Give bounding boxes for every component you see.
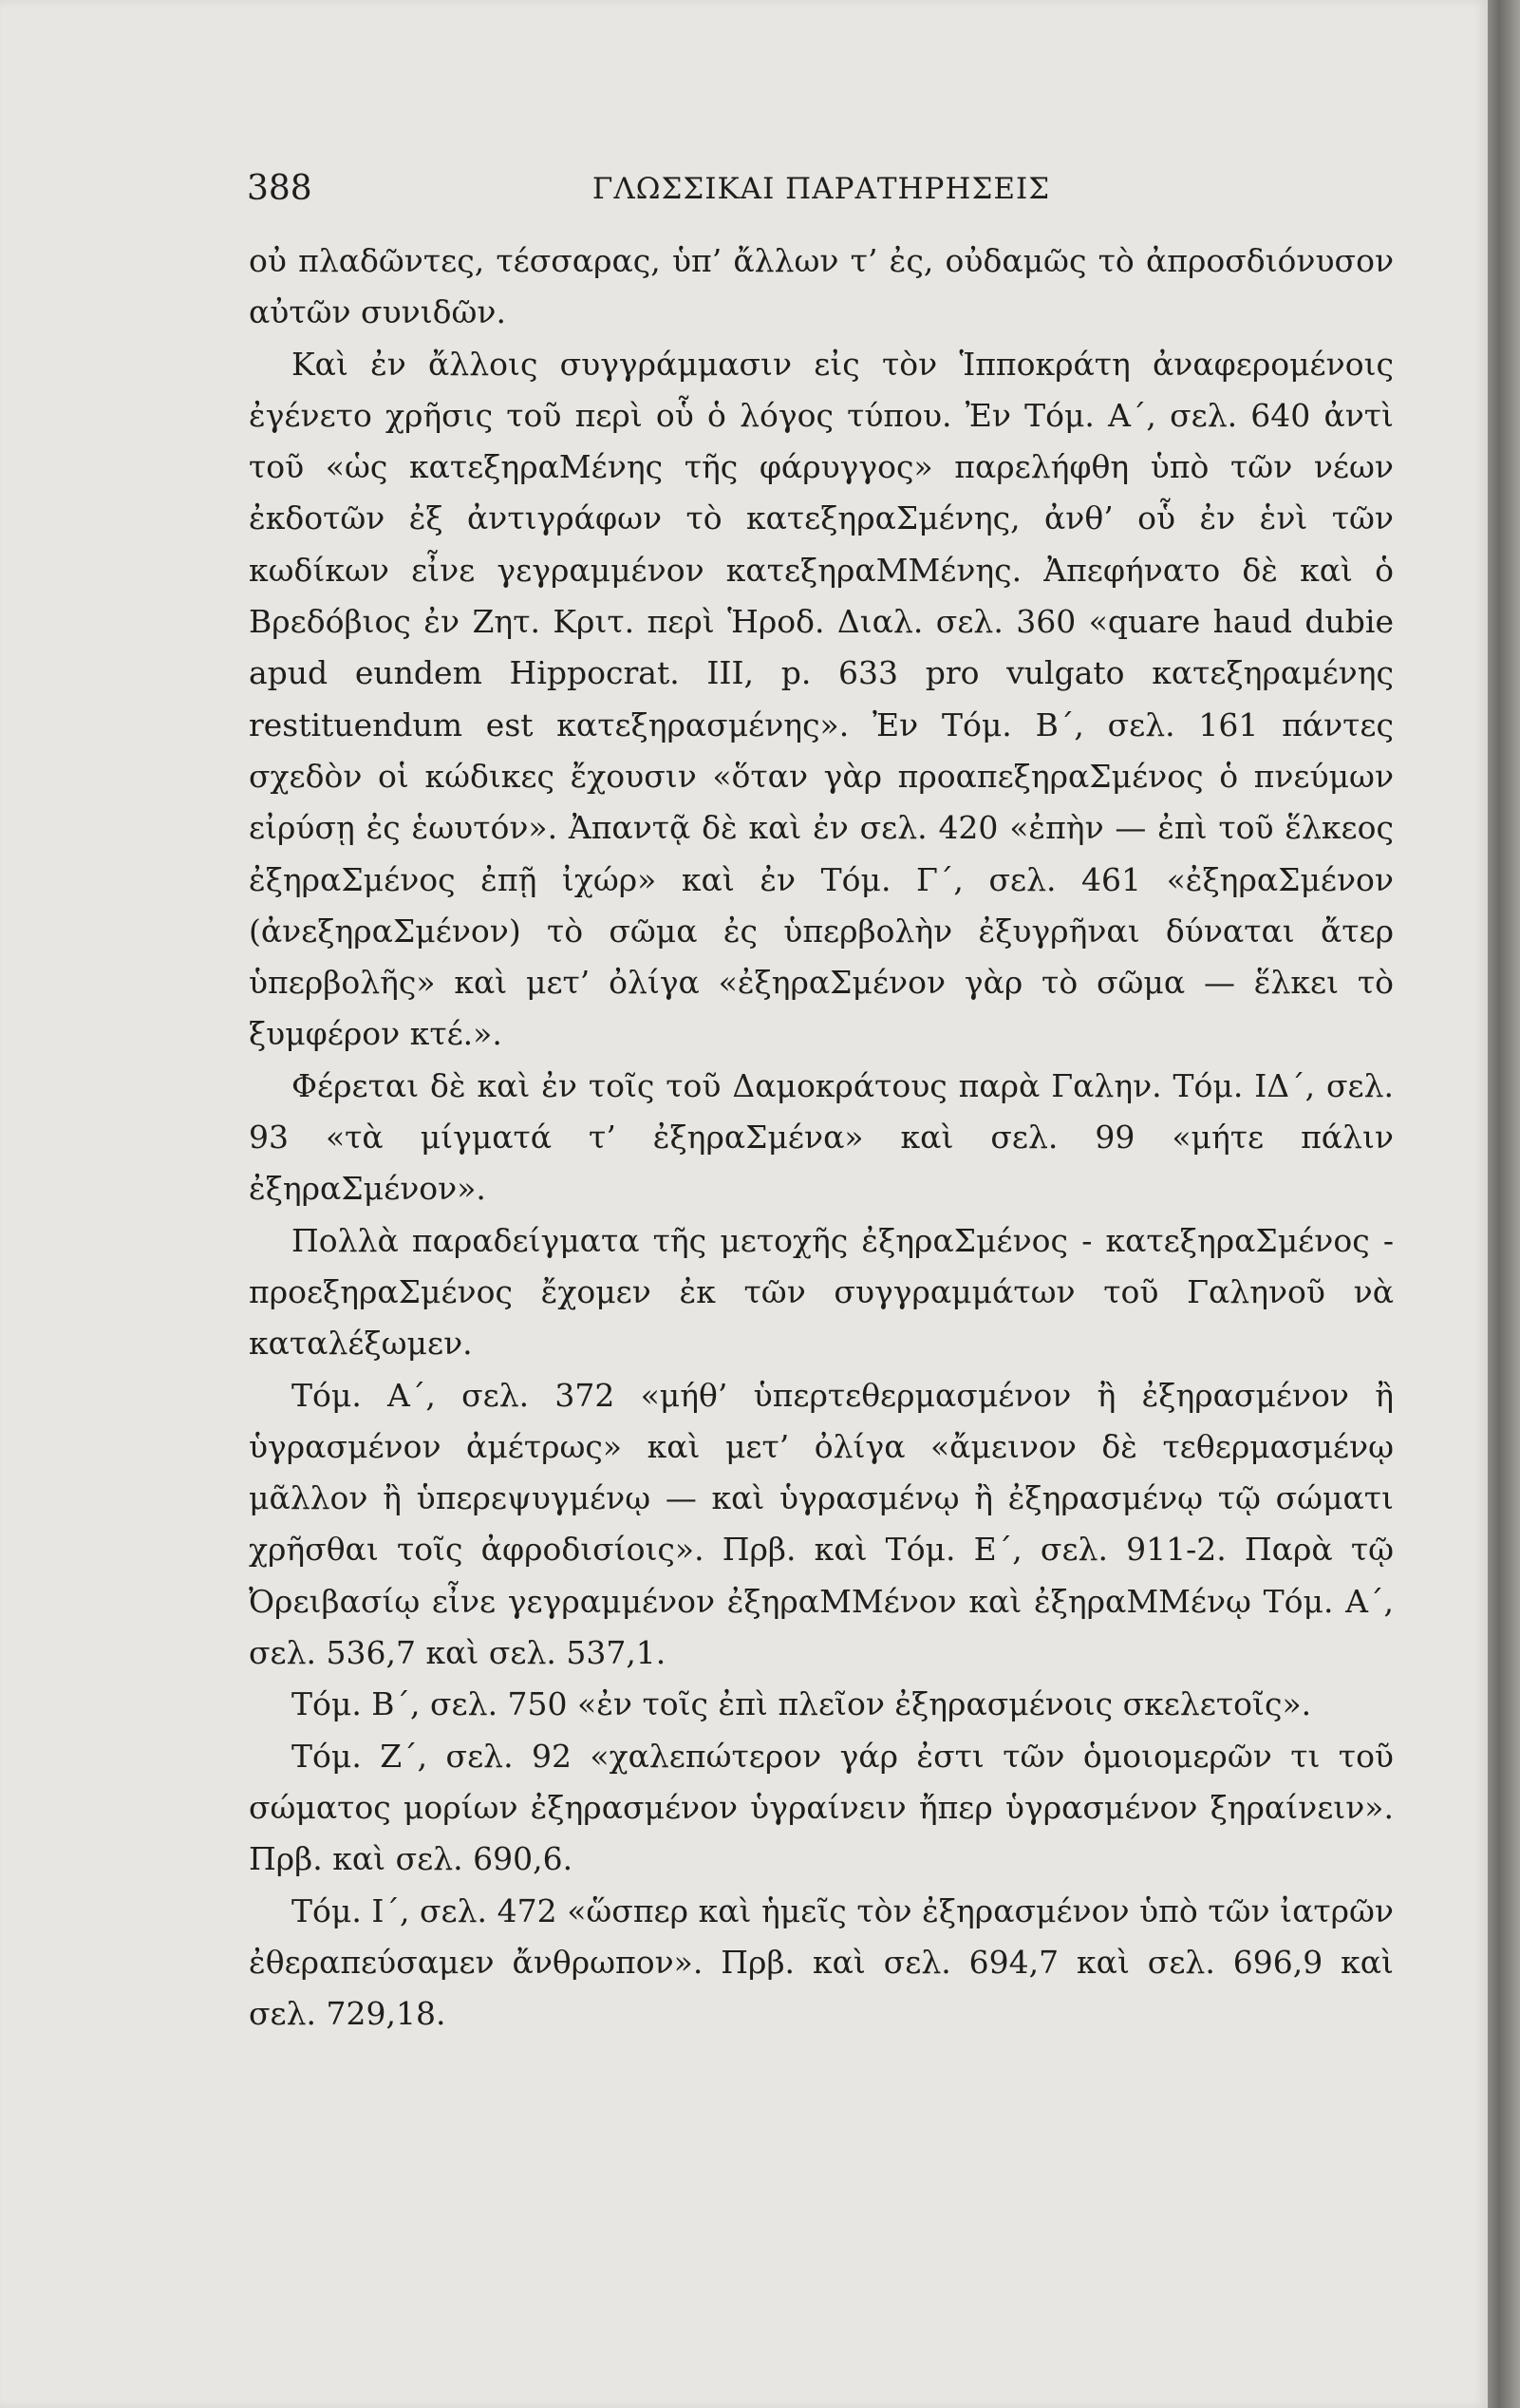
paragraph-6: Τόμ. Β΄, σελ. 750 «ἐν τοῖς ἐπὶ πλεῖον ἐξηρασμένοις σκελετοῖς». bbox=[291, 1685, 1312, 1723]
body-text bbox=[249, 235, 1394, 2040]
book-spine-edge bbox=[1488, 0, 1520, 2408]
paragraph-2: Καὶ ἐν ἄλλοις συγγράμμασιν εἰς τὸν Ἱπποκράτη ἀναφερομένοις ἐγένετο χρῆσις τοῦ περὶ οὗ ὁ λόγος τύπου. Ἐν Τόμ. Α΄, σελ. 640 ἀντὶ τοῦ «ὡς κατεξηραΜένης τῆς φάρυγγος» παρελήφθη ὑπὸ τῶν νέων ἐκδοτῶν ἐξ ἀντιγράφων τὸ κατεξηραΣμένης, ἀνθ’ οὗ ἐν ἑνὶ τῶν κωδίκων εἶνε γεγραμμένον κατεξηραΜΜένης. Ἀπεφήνατο δὲ καὶ ὁ Βρεδόβιος ἐν Ζητ. Κριτ. περὶ Ἡροδ. Διαλ. σελ. 360 «quare haud dubie apud eundem Hippocrat. III, p. 633 pro vulgato κατεξηραμένης restituendum est κατεξηρασμένης». Ἐν Τόμ. Β΄, σελ. 161 πάντες σχεδὸν οἱ κώδικες ἔχουσιν «ὅταν γὰρ προαπεξηραΣμένος ὁ πνεύμων εἰρύσῃ ἐς ἑωυτόν». Ἀπαντᾷ δὲ καὶ ἐν σελ. 420 «ἐπὴν — ἐπὶ τοῦ ἕλκεος ἐξηραΣμένος ἐπῇ ἰχώρ» καὶ ἐν Τόμ. Γ΄, σελ. 461 «ἐξηραΣμένον (ἀνεξηραΣμένον) τὸ σῶμα ἐς ὑπερβολὴν ἐξυγρῆναι δύναται ἄτερ ὑπερβολῆς» καὶ μετ’ ὀλίγα «ἐξηραΣμένον γὰρ τὸ σῶμα — ἕλκει τὸ ξυμφέρον κτέ.». bbox=[249, 345, 1394, 1053]
paragraph-4: Πολλὰ παραδείγματα τῆς μετοχῆς ἐξηραΣμένος - κατεξηραΣμένος - προεξηραΣμένος ἔχομεν ἐκ τῶν συγγραμμάτων τοῦ Γαληνοῦ νὰ καταλέξωμεν. bbox=[249, 1221, 1394, 1363]
paragraph-1: οὐ πλαδῶντες, τέσσαρας, ὑπ’ ἄλλων τ’ ἐς, οὐδαμῶς τὸ ἀπροσδιόνυσον αὐτῶν συνιδῶν. bbox=[249, 242, 1394, 331]
paragraph-3: Φέρεται δὲ καὶ ἐν τοῖς τοῦ Δαμοκράτους παρὰ Γαλην. Τόμ. ΙΔ΄, σελ. 93 «τὰ μίγματά τ’ ἐξηραΣμένα» καὶ σελ. 99 «μήτε πάλιν ἐξηραΣμένον». bbox=[249, 1066, 1394, 1208]
page-number: 388 bbox=[247, 169, 312, 208]
running-title: ΓΛΩΣΣΙΚΑΙ ΠΑΡΑΤΗΡΗΣΕΙΣ bbox=[591, 172, 1051, 206]
page-header bbox=[247, 169, 1396, 216]
paragraph-7: Τόμ. Ζ΄, σελ. 92 «χαλεπώτερον γάρ ἐστι τῶν ὁμοιομερῶν τι τοῦ σώματος μορίων ἐξηρασμένον ὑγραίνειν ἤπερ ὑγρασμένον ξηραίνειν». Πρβ. καὶ σελ. 690,6. bbox=[249, 1737, 1394, 1878]
paragraph-8: Τόμ. Ι΄, σελ. 472 «ὥσπερ καὶ ἡμεῖς τὸν ἐξηρασμένον ὑπὸ τῶν ἰατρῶν ἐθεραπεύσαμεν ἄνθρωπον». Πρβ. καὶ σελ. 694,7 καὶ σελ. 696,9 καὶ σελ. 729,18. bbox=[249, 1891, 1394, 2033]
paragraph-5: Τόμ. Α΄, σελ. 372 «μήθ’ ὑπερτεθερμασμένον ἢ ἐξηρασμένον ἢ ὑγρασμένον ἀμέτρως» καὶ μετ’ ὀλίγα «ἄμεινον δὲ τεθερμασμένῳ μᾶλλον ἢ ὑπερεψυγμένῳ — καὶ ὑγρασμένῳ ἢ ἐξηρασμένῳ τῷ σώματι χρῆσθαι τοῖς ἀφροδισίοις». Πρβ. καὶ Τόμ. Ε΄, σελ. 911-2. Παρὰ τῷ Ὀρειβασίῳ εἶνε γεγραμμένον ἐξηραΜΜένον καὶ ἐξηραΜΜένῳ Τόμ. Α΄, σελ. 536,7 καὶ σελ. 537,1. bbox=[249, 1376, 1394, 1672]
